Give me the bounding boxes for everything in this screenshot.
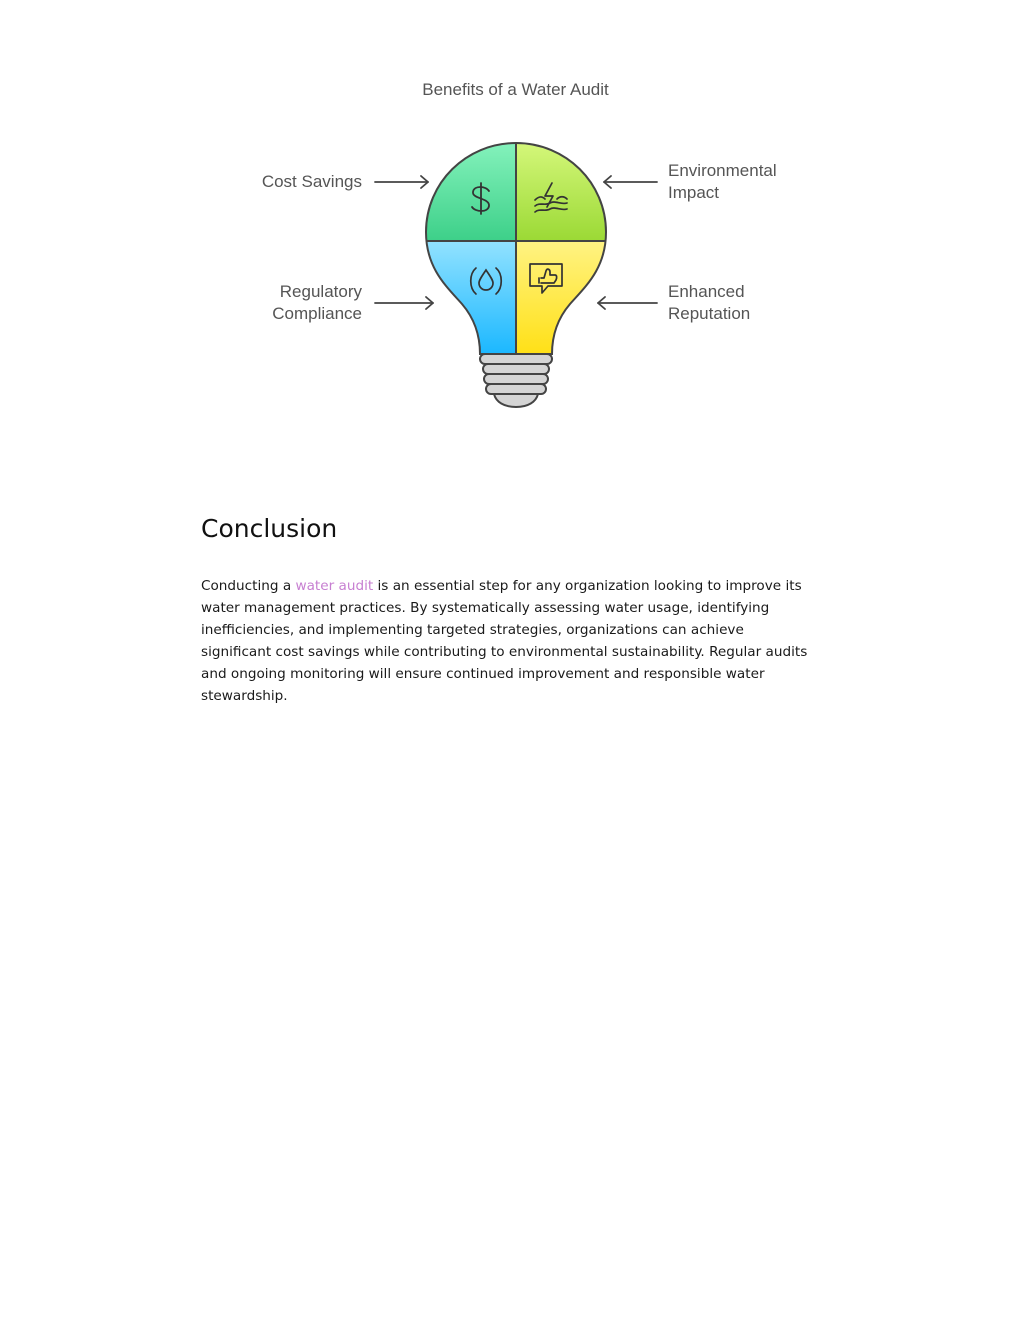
quadrant-enhanced-reputation bbox=[516, 241, 612, 361]
conclusion-text-before-link: Conducting a bbox=[201, 578, 296, 594]
conclusion-text-after-link: is an essential step for any organization looking to improve its water management practices. By systematically assessing water usage, identifying inefficiencies, and implementing targeted strategies, organizations can achieve significant cost savings while contributing to environmental sustainability. Regular audits and ongoing monitoring will ensure continued improvement and responsible water stewardship. bbox=[201, 578, 808, 704]
label-regulatory-compliance bbox=[272, 281, 362, 325]
label-cost-savings bbox=[262, 171, 362, 193]
arrow-regulatory-compliance bbox=[375, 297, 433, 309]
arrow-environmental-impact bbox=[604, 176, 657, 188]
water-audit-link[interactable]: water audit bbox=[295, 578, 374, 594]
label-regulatory-compliance-line1: Regulatory bbox=[279, 282, 362, 301]
arrow-cost-savings bbox=[375, 176, 428, 188]
diagram-title: Benefits of a Water Audit bbox=[422, 80, 609, 99]
label-environmental-impact-line2: Impact bbox=[668, 183, 720, 202]
quadrant-cost-savings bbox=[420, 140, 516, 241]
quadrant-regulatory-compliance bbox=[420, 241, 516, 361]
label-cost-savings-line1: Cost Savings bbox=[261, 172, 362, 191]
label-environmental-impact bbox=[668, 160, 777, 204]
conclusion-paragraph bbox=[201, 575, 816, 707]
conclusion-heading: Conclusion bbox=[201, 514, 338, 543]
label-enhanced-reputation-line1: Enhanced bbox=[668, 282, 745, 301]
label-regulatory-compliance-line2: Compliance bbox=[272, 304, 362, 323]
label-enhanced-reputation bbox=[668, 281, 750, 325]
bulb-base bbox=[480, 354, 552, 407]
lightbulb-diagram bbox=[0, 0, 1023, 460]
quadrant-environmental-impact bbox=[516, 140, 612, 241]
label-enhanced-reputation-line2: Reputation bbox=[668, 304, 751, 323]
label-environmental-impact-line1: Environmental bbox=[668, 161, 777, 180]
arrow-enhanced-reputation bbox=[598, 297, 657, 309]
